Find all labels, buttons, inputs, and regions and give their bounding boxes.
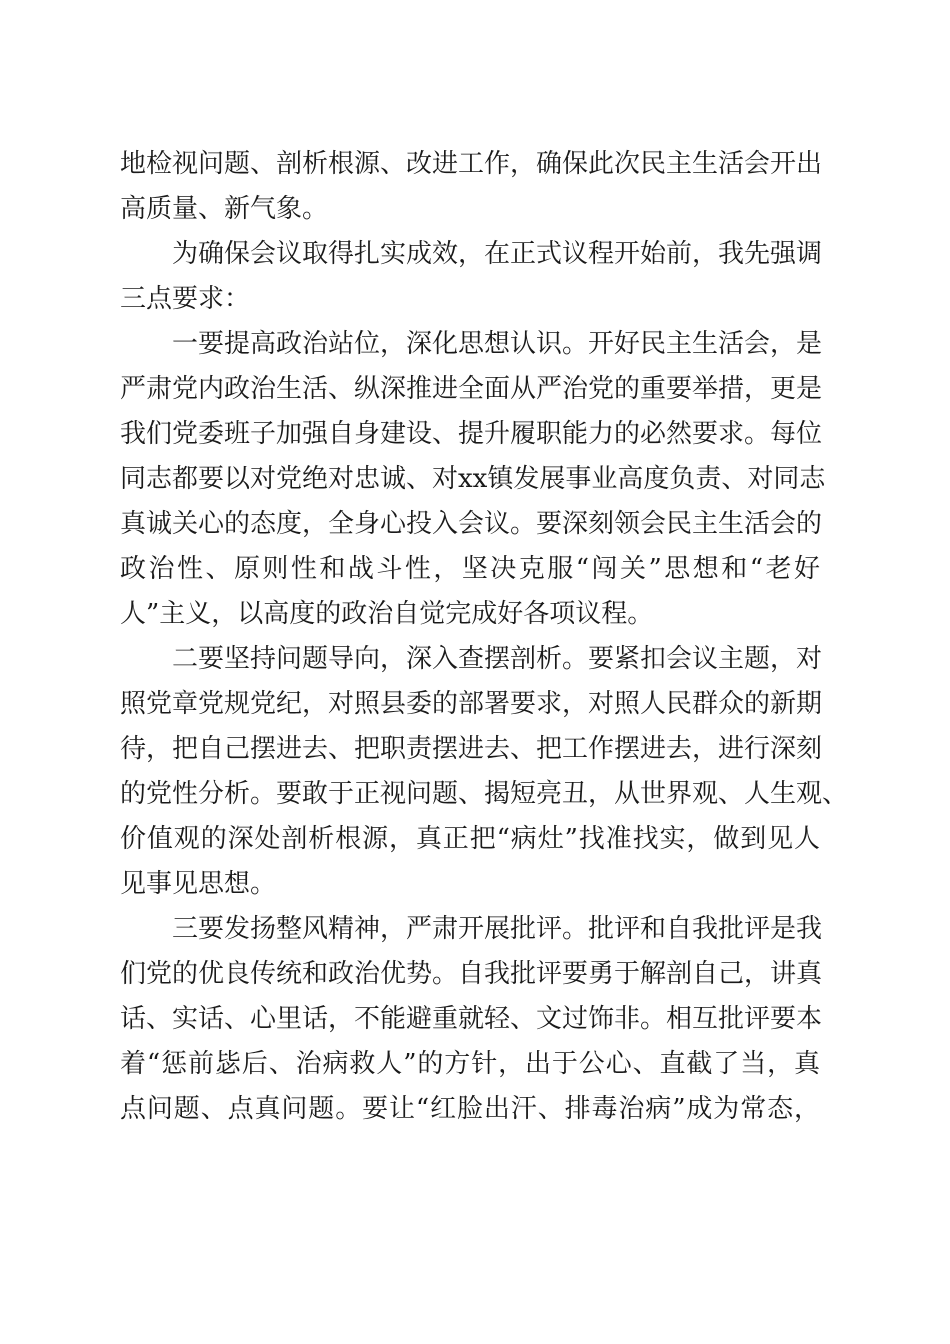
- text-line: [0, 549, 950, 589]
- text-line: [0, 324, 950, 364]
- text-line-content: 的党性分析。要敢于正视问题、揭短亮丑，从世界观、人生观、: [120, 779, 849, 809]
- text-line-content: 待，把自己摆进去、把职责摆进去、把工作摆进去，进行深刻: [120, 734, 823, 764]
- text-line: [0, 684, 950, 724]
- text-line: [0, 369, 950, 409]
- text-line: [0, 909, 950, 949]
- text-line: [0, 864, 950, 904]
- text-line-content: 照党章党规党纪，对照县委的部署要求，对照人民群众的新期: [120, 689, 823, 719]
- text-line-content: 为确保会议取得扎实成效，在正式议程开始前，我先强调: [172, 239, 823, 269]
- text-line-content: 严肃党内政治生活、纵深推进全面从严治党的重要举措，更是: [120, 374, 823, 404]
- text-line: [0, 774, 950, 814]
- text-line: [0, 504, 950, 544]
- text-line: [0, 819, 950, 859]
- text-line-content: 三点要求：: [120, 284, 251, 314]
- text-line-content: 见事见思想。: [120, 869, 277, 899]
- text-line-content: 话、实话、心里话，不能避重就轻、文过饰非。相互批评要本: [120, 1004, 823, 1034]
- text-line: [0, 594, 950, 634]
- text-line-content: 政治性、原则性和战斗性，坚决克服“闯关”思想和“老好: [120, 554, 820, 584]
- text-line-content: 三要发扬整风精神，严肃开展批评。批评和自我批评是我: [172, 914, 823, 944]
- text-line-content: 着“惩前毖后、治病救人”的方针，出于公心、直截了当，真: [120, 1049, 820, 1079]
- text-line: [0, 414, 950, 454]
- text-line-content: 真诚关心的态度，全身心投入会议。要深刻领会民主生活会的: [120, 509, 823, 539]
- text-line: [0, 999, 950, 1039]
- text-line: [0, 1089, 950, 1129]
- text-line-content: 同志都要以对党绝对忠诚、对xx镇发展事业高度负责、对同志: [120, 464, 826, 494]
- text-line-content: 价值观的深处剖析根源，真正把“病灶”找准找实，做到见人: [120, 824, 820, 854]
- text-line: [0, 954, 950, 994]
- text-line: [0, 189, 950, 229]
- text-line: [0, 729, 950, 769]
- text-line: [0, 279, 950, 319]
- text-line-content: 人”主义，以高度的政治自觉完成好各项议程。: [120, 599, 654, 629]
- text-line-content: 我们党委班子加强自身建设、提升履职能力的必然要求。每位: [120, 419, 823, 449]
- text-line: [0, 639, 950, 679]
- text-line-content: 二要坚持问题导向，深入查摆剖析。要紧扣会议主题，对: [172, 644, 823, 674]
- text-line-content: 点问题、点真问题。要让“红脸出汗、排毒治病”成为常态，: [120, 1094, 820, 1124]
- text-line-content: 高质量、新气象。: [120, 194, 329, 224]
- text-line: [0, 234, 950, 274]
- text-line-content: 地检视问题、剖析根源、改进工作，确保此次民主生活会开出: [120, 149, 823, 179]
- text-line-content: 们党的优良传统和政治优势。自我批评要勇于解剖自己，讲真: [120, 959, 823, 989]
- text-line: [0, 459, 950, 499]
- text-line: [0, 144, 950, 184]
- text-line-content: 一要提高政治站位，深化思想认识。开好民主生活会，是: [172, 329, 823, 359]
- text-line: [0, 1044, 950, 1084]
